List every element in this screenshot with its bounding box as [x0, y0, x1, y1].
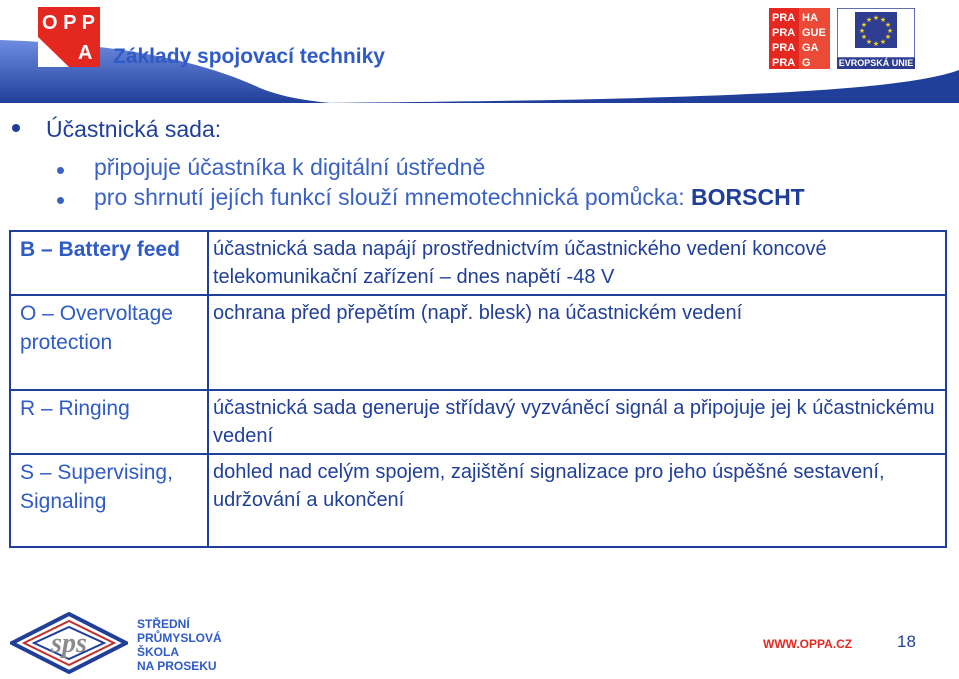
svg-text:★: ★ [865, 38, 873, 46]
abbr-letter: B [20, 238, 36, 261]
praha-logo-r4-a: PRA [772, 57, 796, 69]
praha-logo-r3-a: PRA [772, 42, 796, 54]
abbr-letter: S [20, 461, 35, 484]
borscht-table [9, 230, 947, 548]
bullet-dot-icon [57, 197, 64, 204]
table-cell-abbr: O – Overvoltage protection [10, 295, 208, 390]
header-band [0, 0, 959, 103]
svg-text:★: ★ [860, 33, 868, 41]
abbr-letter: O [20, 302, 37, 325]
school-line: STŘEDNÍ [137, 617, 190, 631]
footer-url-link[interactable]: WWW.OPPA.CZ [763, 637, 853, 651]
praha-logo-r1-b: HA [802, 12, 818, 24]
school-name [137, 617, 222, 673]
bullet-dot-icon [57, 167, 64, 174]
oppa-logo-line1: O P P [42, 12, 95, 34]
bullet-sub-2-text: pro shrnutí jejích funkcí slouží mnemotechnická pomůcka: [94, 184, 692, 210]
praha-logo-r2-a: PRA [772, 27, 796, 39]
school-line: NA PROSEKU [137, 659, 217, 673]
eu-label: EVROPSKÁ UNIE [838, 58, 914, 68]
bullet-dot-icon [12, 124, 20, 132]
abbr-term: Overvoltage protection [20, 302, 173, 354]
page-title: Základy spojovací techniky [113, 45, 385, 68]
svg-text:★: ★ [872, 40, 880, 48]
abbr-term: Battery feed [58, 238, 180, 261]
table-cell-desc: dohled nad celým spojem, zajištění signalizace pro jeho úspěšné sestavení, udržování a ukončení [208, 454, 946, 547]
school-line: ŠKOLA [137, 645, 179, 659]
table-cell-abbr: B – Battery feed [10, 231, 208, 295]
sps-logo [10, 612, 128, 674]
svg-text:★: ★ [860, 21, 868, 29]
bullet-sub-2 [94, 184, 805, 211]
abbr-letter: R [20, 397, 36, 420]
svg-text:★: ★ [858, 27, 866, 35]
table-row [10, 454, 946, 547]
praha-logo-r4-b: G [802, 57, 811, 69]
table-row [10, 390, 946, 454]
table-cell-abbr: R – Ringing [10, 390, 208, 454]
praha-logo-r2-b: GUE [802, 27, 826, 39]
bullet-sub-1 [94, 154, 485, 181]
abbr-term: Ringing [58, 397, 130, 420]
praha-logo-r1-a: PRA [772, 12, 796, 24]
sps-logo-text: sps [51, 628, 87, 659]
praha-logo-r3-b: GA [802, 42, 819, 54]
bullet-main-text: Účastnická sada: [46, 116, 222, 142]
svg-text:★: ★ [884, 33, 892, 41]
table-row [10, 231, 946, 295]
table-cell-desc: účastnická sada napájí prostřednictvím účastnického vedení koncové telekomunikační zařízení – dnes napětí -48 V [208, 231, 946, 295]
table-cell-desc: ochrana před přepětím (např. blesk) na účastnickém vedení [208, 295, 946, 390]
bullet-sub-1-text: připojuje účastníka k digitální ústředně [94, 154, 486, 180]
svg-text:★: ★ [865, 16, 873, 24]
svg-text:★: ★ [879, 38, 887, 46]
svg-text:★: ★ [886, 27, 894, 35]
page-number: 18 [897, 632, 916, 651]
oppa-logo [38, 7, 100, 67]
svg-text:★: ★ [879, 16, 887, 24]
borscht-keyword: BORSCHT [691, 184, 805, 210]
table-row [10, 295, 946, 390]
table-cell-abbr: S – Supervising, Signaling [10, 454, 208, 547]
school-line: PRŮMYSLOVÁ [137, 631, 222, 645]
abbr-term: Supervising, Signaling [20, 461, 173, 513]
oppa-logo-line2: A [78, 42, 93, 64]
svg-text:★: ★ [872, 14, 880, 22]
table-cell-desc: účastnická sada generuje střídavý vyzváněcí signál a připojuje jej k účastnickému vedení [208, 390, 946, 454]
svg-text:★: ★ [884, 21, 892, 29]
praha-logo [769, 8, 830, 69]
